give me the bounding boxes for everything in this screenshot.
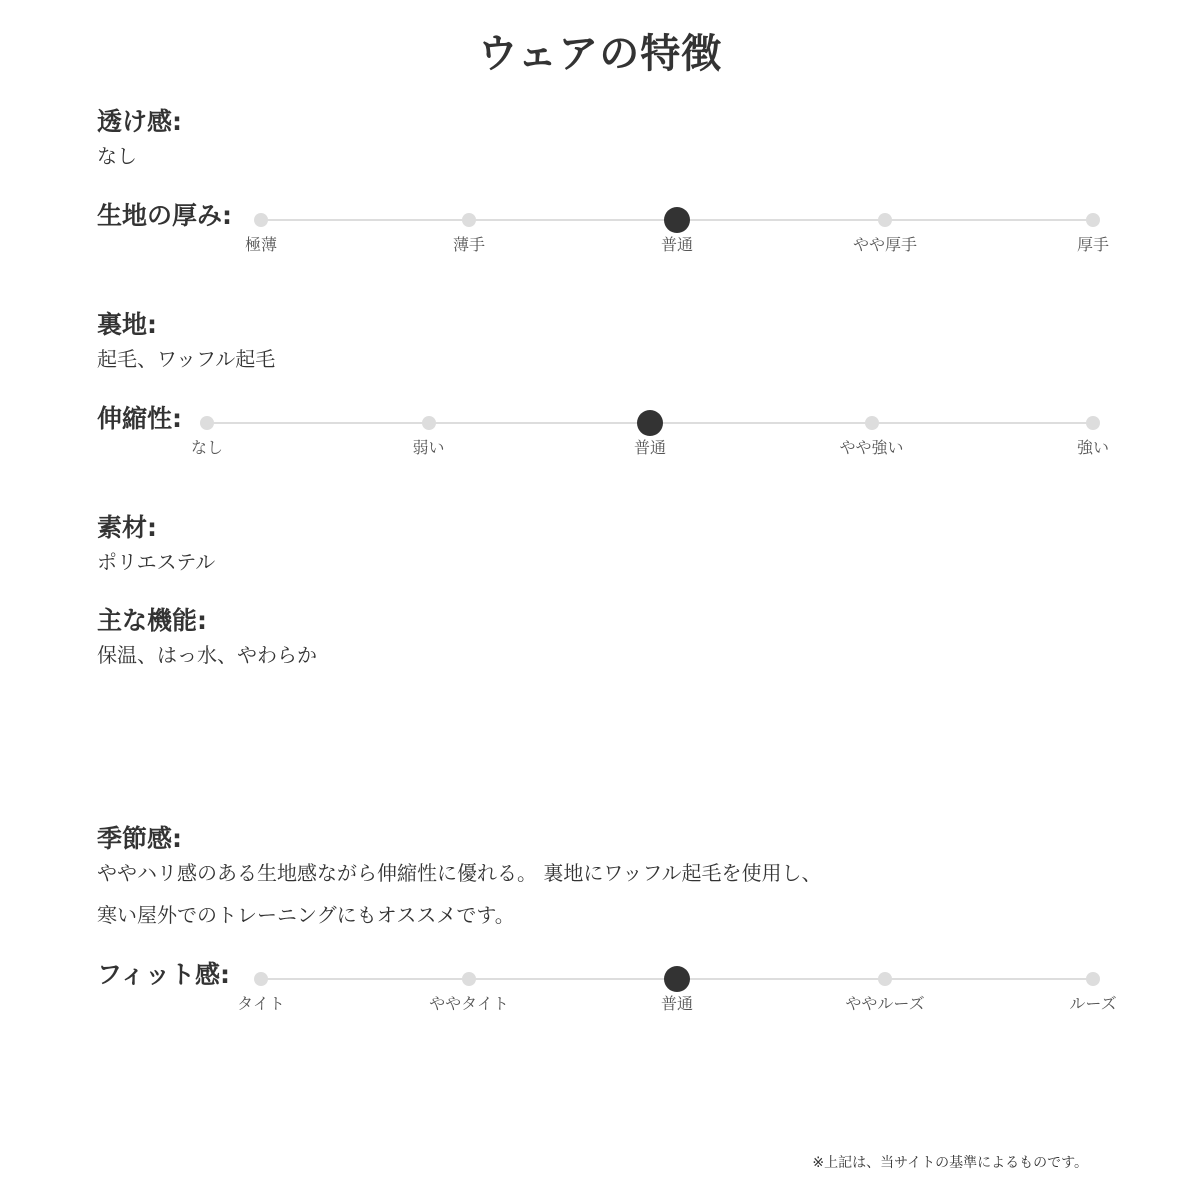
function-label: 主な機能: bbox=[97, 606, 207, 635]
stretch-step-label: 強い bbox=[1076, 438, 1109, 457]
thickness-step-label: 薄手 bbox=[452, 235, 485, 254]
stretch-step-label: なし bbox=[190, 438, 223, 457]
stretch-step-dot bbox=[422, 416, 436, 430]
fit-step-label: ルーズ bbox=[1069, 994, 1117, 1013]
fit-scale bbox=[237, 969, 1117, 1029]
stretch-step-label: やや強い bbox=[839, 438, 904, 457]
lining-label: 裏地: bbox=[97, 310, 157, 339]
stretch-step-dot bbox=[1086, 416, 1100, 430]
thickness-selected-marker bbox=[664, 207, 690, 233]
fit-step-label: ややルーズ bbox=[845, 994, 925, 1013]
thickness-step-dot bbox=[462, 213, 476, 227]
stretch-selected-marker bbox=[637, 410, 663, 436]
footnote: ※上記は、当サイトの基準によるものです。 bbox=[812, 1155, 1088, 1171]
stretch-step-dot bbox=[865, 416, 879, 430]
stretch-step-dot bbox=[200, 416, 214, 430]
thickness-step-dot bbox=[1086, 213, 1100, 227]
fit-label: フィット感: bbox=[97, 960, 230, 989]
thickness-step-label: 極薄 bbox=[244, 235, 277, 254]
stretch-label: 伸縮性: bbox=[97, 404, 182, 433]
season-text-line-2: 寒い屋外でのトレーニングにもオススメです。 bbox=[97, 903, 515, 927]
transparency-label: 透け感: bbox=[97, 107, 182, 136]
fit-step-label: ややタイト bbox=[429, 994, 509, 1013]
fit-step-dot bbox=[878, 972, 892, 986]
thickness-step-label: やや厚手 bbox=[852, 235, 917, 254]
lining-value: 起毛、ワッフル起毛 bbox=[97, 347, 276, 371]
fit-selected-marker bbox=[664, 966, 690, 992]
thickness-scale bbox=[244, 210, 1109, 270]
material-value: ポリエステル bbox=[97, 550, 216, 574]
stretch-step-label: 普通 bbox=[633, 438, 666, 457]
fit-step-dot bbox=[462, 972, 476, 986]
fit-step-label: 普通 bbox=[660, 994, 693, 1013]
stretch-step-label: 弱い bbox=[412, 438, 445, 457]
transparency-value: なし bbox=[97, 144, 137, 168]
thickness-step-label: 普通 bbox=[660, 235, 693, 254]
thickness-step-label: 厚手 bbox=[1076, 235, 1109, 254]
fit-step-dot bbox=[1086, 972, 1100, 986]
season-label: 季節感: bbox=[97, 824, 182, 853]
stretch-scale bbox=[190, 413, 1109, 473]
page-title: ウェアの特徴 bbox=[477, 31, 723, 77]
function-value: 保温、はっ水、やわらか bbox=[97, 643, 317, 667]
fit-step-label: タイト bbox=[237, 994, 285, 1013]
thickness-step-dot bbox=[878, 213, 892, 227]
thickness-step-dot bbox=[254, 213, 268, 227]
season-text-line-1: ややハリ感のある生地感ながら伸縮性に優れる。 裏地にワッフル起毛を使用し、 bbox=[97, 861, 822, 885]
fit-step-dot bbox=[254, 972, 268, 986]
thickness-label: 生地の厚み: bbox=[97, 201, 232, 230]
material-label: 素材: bbox=[97, 513, 157, 542]
